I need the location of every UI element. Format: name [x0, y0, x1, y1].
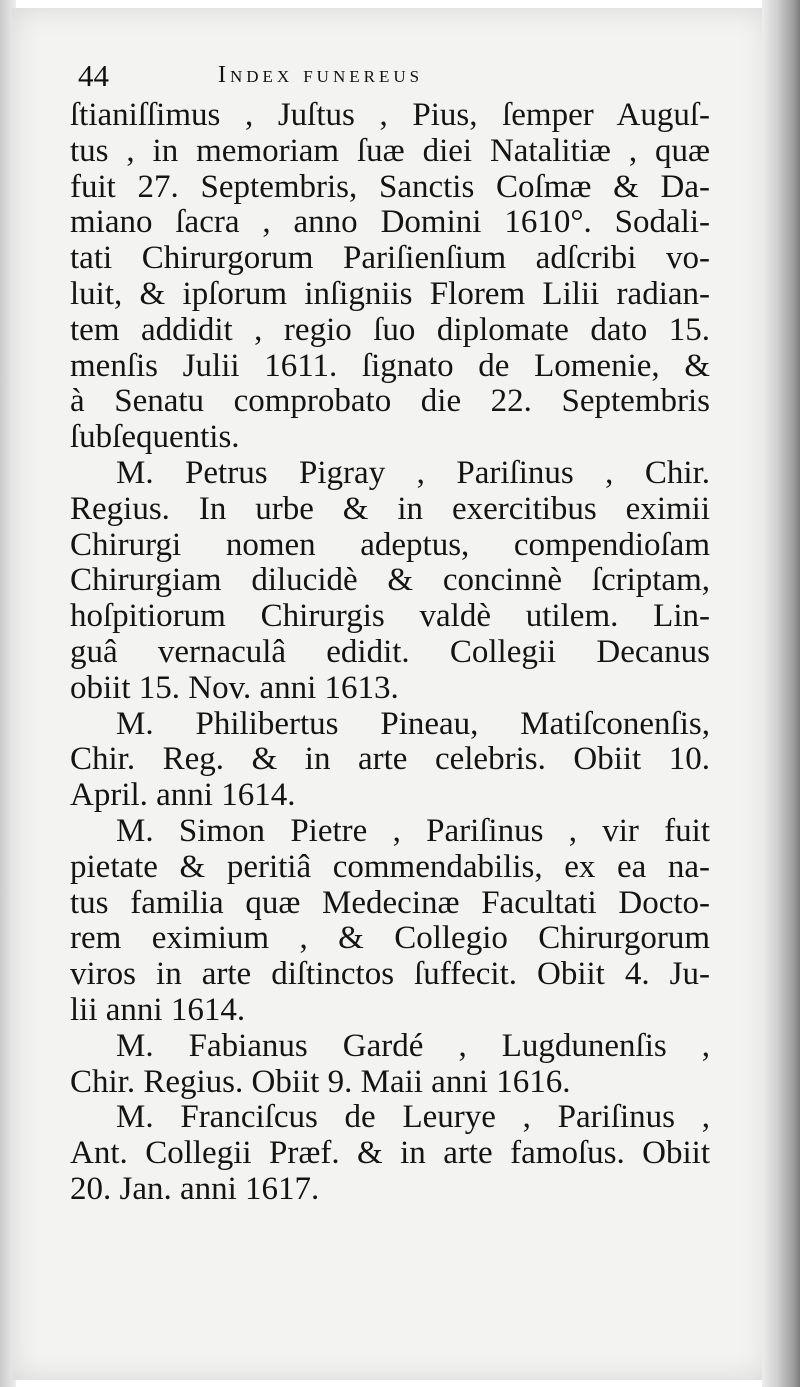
text-line: Chir. Reg. & in arte celebris. Obiit 10.: [70, 741, 710, 778]
text-line: 20. Jan. anni 1617.: [70, 1170, 320, 1207]
entry-garde-line: M. Fabianus Gardé , Lugdunenſis ,: [116, 1027, 710, 1064]
page-right-edge: [762, 0, 800, 1387]
text-line: April. anni 1614.: [70, 777, 296, 814]
text-line: tati Chirurgorum Pariſienſium adſcribi vo-: [70, 240, 710, 277]
text-line: menſis Julii 1611. ſignato de Lomenie, &: [70, 347, 710, 384]
text-line: ſtianiſſimus , Juſtus , Pius, ſemper Auguſ-: [70, 97, 710, 133]
text-line: viros in arte diſtinctos ſuffecit. Obiit 4. Ju-: [70, 956, 710, 993]
entry-pietre-line: M. Simon Pietre , Pariſinus , vir fuit: [116, 812, 710, 849]
text-line: tus , in memoriam ſuæ diei Natalitiæ , quæ: [70, 132, 710, 169]
text-line: Ant. Collegii Præf. & in arte famoſus. Obiit: [70, 1135, 710, 1172]
entry-leurye-line: M. Franciſcus de Leurye , Pariſinus ,: [116, 1099, 710, 1136]
entry-pigray-line: M. Petrus Pigray , Pariſinus , Chir.: [116, 454, 710, 491]
text-line: pietate & peritiâ commendabilis, ex ea na-: [70, 848, 710, 885]
text-line: tus familia quæ Medecinæ Facultati Docto-: [70, 884, 710, 921]
text-line: miano ſacra , anno Domini 1610°. Sodali-: [70, 204, 710, 241]
page-header: [78, 58, 718, 102]
running-title: Index funereus: [218, 62, 424, 88]
text-line: Chirurgiam dilucidè & concinnè ſcriptam,: [70, 562, 710, 599]
text-line: lii anni 1614.: [70, 991, 246, 1028]
text-line: Regius. In urbe & in exercitibus eximii: [70, 490, 710, 527]
text-line: guâ vernaculâ edidit. Collegii Decanus: [70, 633, 710, 670]
text-line: fuit 27. Septembris, Sanctis Coſmæ & Da-: [70, 168, 710, 205]
body-text: [70, 98, 710, 1208]
text-line: obiit 15. Nov. anni 1613.: [70, 669, 399, 706]
text-line: ſubſequentis.: [70, 419, 240, 456]
page-number: 44: [78, 58, 109, 93]
text-line: rem eximium , & Collegio Chirurgorum: [70, 920, 710, 957]
text-line: à Senatu comprobato die 22. Septembris: [70, 383, 710, 420]
text-line: luit, & ipſorum inſigniis Florem Lilii radian-: [70, 275, 710, 312]
text-line: Chir. Regius. Obiit 9. Maii anni 1616.: [70, 1063, 571, 1100]
entry-pineau-line: M. Philibertus Pineau, Matiſconenſis,: [116, 705, 710, 742]
text-line: Chirurgi nomen adeptus, compendioſam: [70, 526, 710, 563]
text-line: tem addidit , regio ſuo diplomate dato 15.: [70, 311, 710, 348]
text-line: hoſpitiorum Chirurgis valdè utilem. Lin-: [70, 598, 710, 635]
